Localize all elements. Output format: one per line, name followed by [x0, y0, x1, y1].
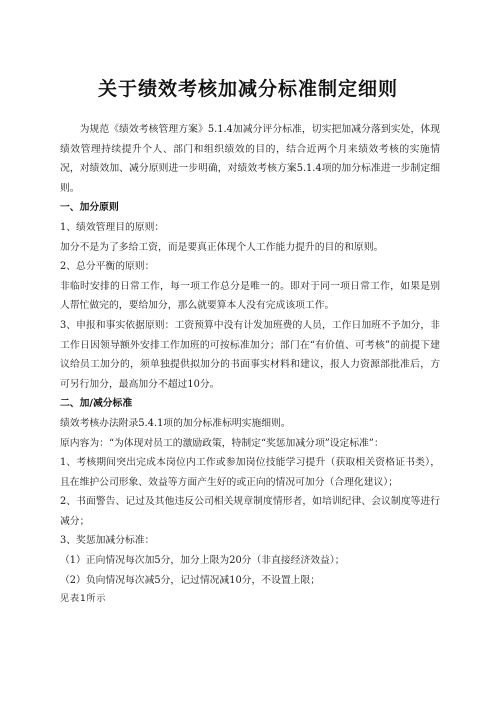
item-declaration-principle: 3、申报和事实依据原则：工资预算中没有计发加班费的人员，工作日加班不予加分，非工作日因领导额外安排工作加班的可按标准加分；部门在“有价值、可考核”的前提下建议给员工加分的，须单独提供拟加分的书面事实材料和建议，报人力资源部批准后，方可另行加分，最高加分不超过10分。 [60, 319, 440, 390]
document-body [60, 120, 440, 610]
item-text-performance-purpose: 加分不是为了多给工资，而是要真正体现个人工作能力提升的目的和原则。 [60, 241, 384, 253]
item-text-total-balance: 非临时安排的日常工作，每一项工作总分是唯一的。即对于同一项日常工作，如果是别人帮忙做完的，要给加分，那么就要算本人没有完成该项工作。 [60, 280, 440, 312]
item-label-total-balance: 2、总分平衡的原则： [60, 261, 155, 273]
intro-paragraph: 为规范《绩效考核管理方案》5.1.4加减分评分标准，切实把加减分落到实处，体现绩效管理持续提升个人、部门和组织绩效的目的，结合近两个月来绩效考核的实施情况，对绩效加、减分原则进一步明确，对绩效考核方案5.1.4项的加分标准进一步制定细则。 [60, 124, 440, 194]
standards-item-2: 2、书面警告、记过及其他违反公司相关规章制度情形者，如培训纪律、会议制度等进行减分； [60, 496, 440, 527]
standards-item-3-1: （1）正向情况每次加5分，加分上限为20分（非直接经济效益）； [60, 555, 345, 567]
standards-item-3-2: （2）负向情况每次减5分，记过情况减10分，不设置上限； [60, 574, 321, 586]
section-heading-bonus-deduction-standards: 二、加/减分标准 [60, 398, 133, 410]
standards-line-1: 绩效考核办法附录5.4.1项的加分标准标明实施细则。 [60, 417, 291, 429]
document-title: 关于绩效考核加减分标准制定细则 [97, 78, 398, 100]
standards-item-3: 3、奖惩加减分标准： [60, 535, 155, 547]
standards-item-1: 1、考核期间突出完成本岗位内工作或参加岗位技能学习提升（获取相关资格证书类），且在维护公司形象、效益等方面产生好的或正向的情况可加分（合理化建议）； [60, 457, 440, 488]
item-label-performance-purpose: 1、绩效管理目的原则： [60, 221, 165, 233]
see-table-note: 见表1所示 [60, 594, 107, 605]
standards-line-2: 原内容为：“为体现对员工的激励政策，特制定“奖惩加减分项”设定标准”： [60, 437, 384, 449]
section-heading-bonus-principles: 一、加分原则 [60, 202, 119, 214]
